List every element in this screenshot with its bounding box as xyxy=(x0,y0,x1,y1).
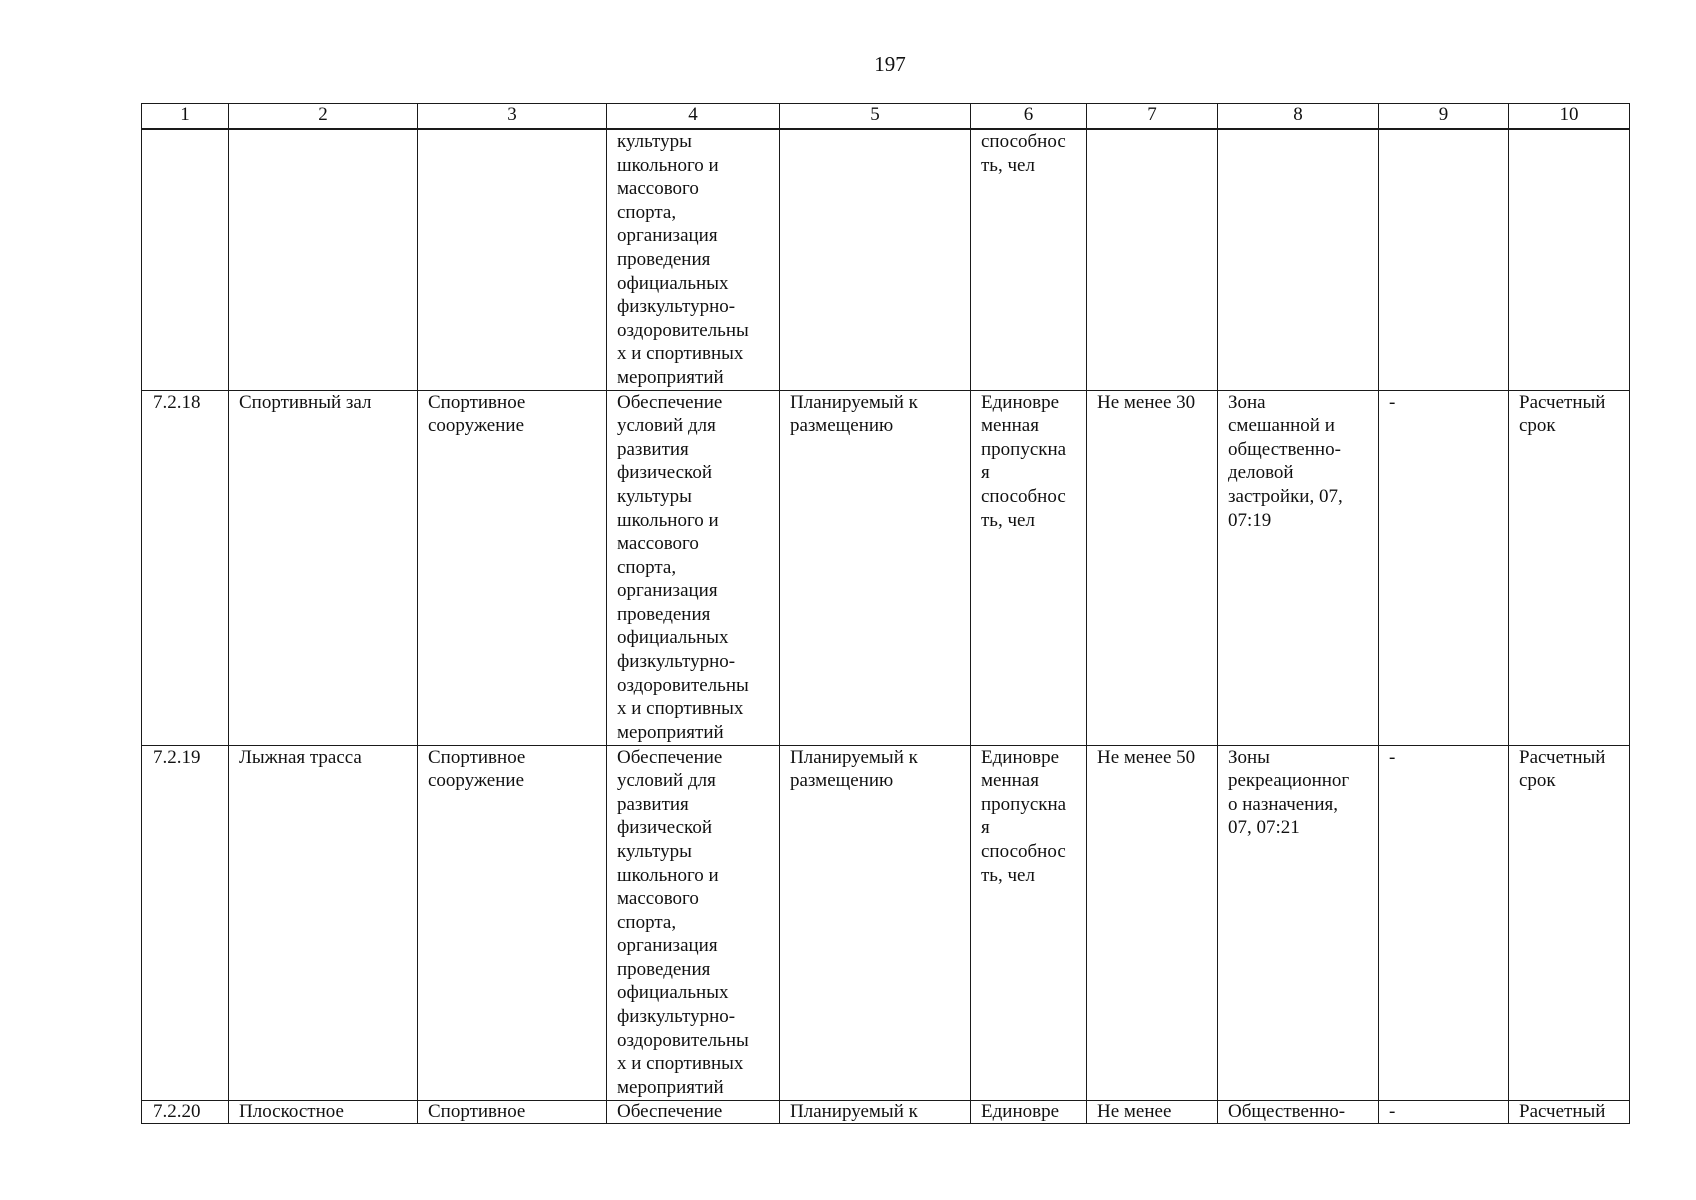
cell-line: физической xyxy=(617,817,712,839)
cell-number xyxy=(142,129,229,390)
cell-value: Не менее 50 xyxy=(1087,745,1218,1100)
cell-indicator xyxy=(971,390,1087,745)
cell-line: официальных xyxy=(617,272,729,294)
cell-line: мероприятий xyxy=(617,721,724,743)
cell-line: Спортивное xyxy=(428,391,526,413)
cell-zone xyxy=(1218,745,1379,1100)
cell-line: я xyxy=(981,462,990,484)
cell-purpose: Обеспечение xyxy=(607,1100,780,1123)
cell-term: Расчетный xyxy=(1509,1100,1630,1123)
cell-line: Обеспечение xyxy=(617,391,723,413)
cell-line: Планируемый к xyxy=(790,391,918,413)
cell-status xyxy=(780,129,971,390)
cell-line: школьного и xyxy=(617,509,719,531)
cell-line: развития xyxy=(617,793,689,815)
header-row xyxy=(142,104,1630,130)
cell-line: ть, чел xyxy=(981,154,1035,176)
cell-line: смешанной и xyxy=(1228,415,1335,437)
table-row xyxy=(142,1100,1630,1123)
cell-line: проведения xyxy=(617,603,711,625)
cell-purpose xyxy=(607,390,780,745)
cell-line: массового xyxy=(617,888,699,910)
cell-line: о назначения, xyxy=(1228,793,1339,815)
cell-term xyxy=(1509,390,1630,745)
cell-line: х и спортивных xyxy=(617,1053,744,1075)
cell-status xyxy=(780,745,971,1100)
cell-line: условий для xyxy=(617,770,716,792)
cell-line: организация xyxy=(617,225,718,247)
table-row xyxy=(142,129,1630,390)
cell-number: 7.2.19 xyxy=(142,745,229,1100)
cell-col9 xyxy=(1379,129,1509,390)
data-table xyxy=(141,103,1630,1124)
cell-line: Спортивное xyxy=(428,746,526,768)
cell-line: Планируемый к xyxy=(790,746,918,768)
cell-line: ть, чел xyxy=(981,864,1035,886)
cell-name xyxy=(229,129,418,390)
column-header: 3 xyxy=(418,104,607,130)
cell-line: проведения xyxy=(617,958,711,980)
cell-indicator xyxy=(971,745,1087,1100)
table-row xyxy=(142,745,1630,1100)
cell-line: Расчетный xyxy=(1519,391,1606,413)
cell-type xyxy=(418,129,607,390)
cell-line: физкультурно- xyxy=(617,296,736,318)
cell-line: оздоровительны xyxy=(617,319,749,341)
cell-line: Единовре xyxy=(981,391,1060,413)
cell-status xyxy=(780,390,971,745)
cell-line: менная xyxy=(981,415,1039,437)
cell-line: школьного и xyxy=(617,864,719,886)
cell-line: Зоны xyxy=(1228,746,1270,768)
cell-status: Планируемый к xyxy=(780,1100,971,1123)
cell-line: способнос xyxy=(981,840,1066,862)
cell-line: х и спортивных xyxy=(617,343,744,365)
column-header: 4 xyxy=(607,104,780,130)
cell-line: физкультурно- xyxy=(617,1006,736,1028)
cell-line: я xyxy=(981,817,990,839)
cell-line: оздоровительны xyxy=(617,1029,749,1051)
cell-line: официальных xyxy=(617,982,729,1004)
cell-line: сооружение xyxy=(428,415,525,437)
cell-line: Единовре xyxy=(981,746,1060,768)
cell-line: пропускна xyxy=(981,793,1067,815)
page-number: 197 xyxy=(874,52,906,76)
column-header: 7 xyxy=(1087,104,1218,130)
cell-line: размещению xyxy=(790,415,894,437)
cell-line: проведения xyxy=(617,248,711,270)
cell-line: оздоровительны xyxy=(617,674,749,696)
cell-line: ть, чел xyxy=(981,509,1035,531)
cell-number: 7.2.18 xyxy=(142,390,229,745)
cell-line: массового xyxy=(617,178,699,200)
cell-line: 07, 07:21 xyxy=(1228,817,1300,839)
cell-term xyxy=(1509,745,1630,1100)
cell-line: Расчетный xyxy=(1519,746,1606,768)
cell-term xyxy=(1509,129,1630,390)
cell-line: физкультурно- xyxy=(617,651,736,673)
cell-line: деловой xyxy=(1228,462,1294,484)
cell-zone xyxy=(1218,390,1379,745)
cell-line: мероприятий xyxy=(617,1076,724,1098)
cell-name: Плоскостное xyxy=(229,1100,418,1123)
column-header: 1 xyxy=(142,104,229,130)
cell-line: х и спортивных xyxy=(617,698,744,720)
cell-line: 07:19 xyxy=(1228,509,1272,531)
column-header: 10 xyxy=(1509,104,1630,130)
column-header: 2 xyxy=(229,104,418,130)
cell-line: массового xyxy=(617,533,699,555)
cell-line: физической xyxy=(617,462,712,484)
cell-type xyxy=(418,390,607,745)
cell-line: застройки, 07, xyxy=(1228,485,1343,507)
cell-purpose xyxy=(607,129,780,390)
cell-line: организация xyxy=(617,935,718,957)
cell-col9: - xyxy=(1379,1100,1509,1123)
cell-line: организация xyxy=(617,580,718,602)
cell-name: Лыжная трасса xyxy=(229,745,418,1100)
cell-line: размещению xyxy=(790,770,894,792)
cell-type: Спортивное xyxy=(418,1100,607,1123)
column-header: 8 xyxy=(1218,104,1379,130)
cell-line: спорта, xyxy=(617,911,677,933)
cell-purpose xyxy=(607,745,780,1100)
column-header: 5 xyxy=(780,104,971,130)
cell-value: Не менее 30 xyxy=(1087,390,1218,745)
cell-line: Зона xyxy=(1228,391,1266,413)
cell-value: Не менее xyxy=(1087,1100,1218,1123)
cell-line: способнос xyxy=(981,485,1066,507)
cell-line: срок xyxy=(1519,415,1556,437)
cell-zone: Общественно- xyxy=(1218,1100,1379,1123)
cell-line: культуры xyxy=(617,840,692,862)
column-header: 9 xyxy=(1379,104,1509,130)
cell-line: мероприятий xyxy=(617,366,724,388)
cell-col9: - xyxy=(1379,390,1509,745)
cell-indicator: Единовре xyxy=(971,1100,1087,1123)
cell-line: Обеспечение xyxy=(617,746,723,768)
column-header: 6 xyxy=(971,104,1087,130)
cell-line: культуры xyxy=(617,131,692,152)
cell-line: способнос xyxy=(981,131,1066,152)
cell-line: срок xyxy=(1519,770,1556,792)
cell-line: пропускна xyxy=(981,438,1067,460)
cell-type xyxy=(418,745,607,1100)
cell-line: культуры xyxy=(617,485,692,507)
cell-number: 7.2.20 xyxy=(142,1100,229,1123)
cell-line: сооружение xyxy=(428,770,525,792)
cell-line: условий для xyxy=(617,415,716,437)
cell-value xyxy=(1087,129,1218,390)
cell-zone xyxy=(1218,129,1379,390)
cell-line: рекреационног xyxy=(1228,770,1350,792)
cell-line: развития xyxy=(617,438,689,460)
cell-line: официальных xyxy=(617,627,729,649)
cell-line: спорта, xyxy=(617,201,677,223)
cell-name: Спортивный зал xyxy=(229,390,418,745)
cell-line: школьного и xyxy=(617,154,719,176)
cell-line: общественно- xyxy=(1228,438,1341,460)
cell-line: менная xyxy=(981,770,1039,792)
cell-col9: - xyxy=(1379,745,1509,1100)
table-row xyxy=(142,390,1630,745)
cell-line: спорта, xyxy=(617,556,677,578)
cell-indicator xyxy=(971,129,1087,390)
